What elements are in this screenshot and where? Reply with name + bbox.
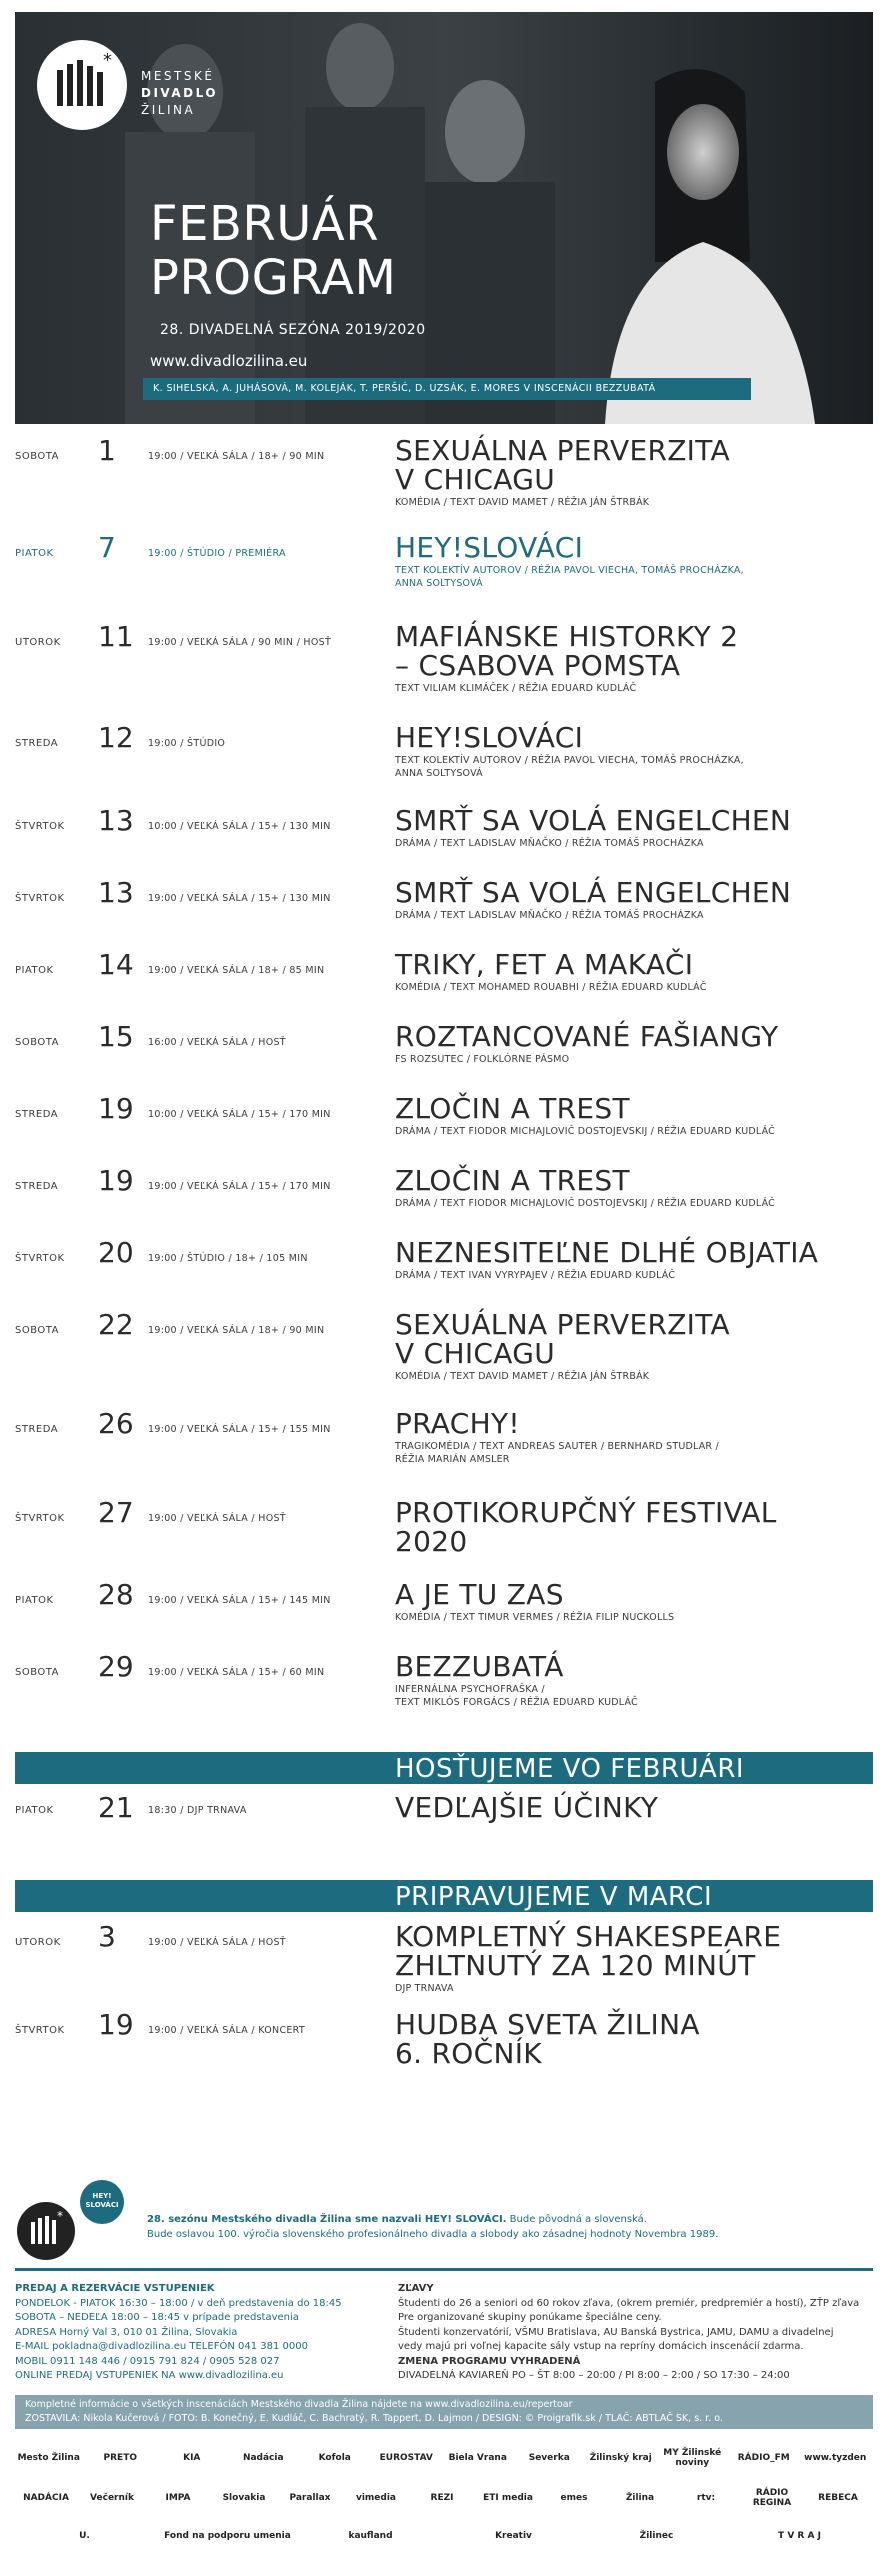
event-day: ŠTVRTOK	[15, 821, 65, 832]
divider	[15, 2268, 873, 2271]
sponsor-logo: PRETO	[103, 2453, 137, 2463]
theatre-logo-icon	[37, 40, 127, 130]
march-section-title: PRIPRAVUJEME V MARCI	[395, 1882, 713, 1912]
sponsor-logo: Žilinec	[639, 2531, 674, 2541]
event-info: 19:00 / ŠTÚDIO	[148, 738, 226, 749]
sponsor-logo: Biela Vrana	[448, 2453, 507, 2463]
event-title: ZLOČIN A TREST	[395, 1164, 630, 1197]
sponsor-logo: Slovakia	[222, 2493, 266, 2503]
event-title: BEZZUBATÁ	[395, 1650, 564, 1683]
logo-line-3: ŽILINA	[141, 103, 196, 117]
event-date: 19	[98, 2008, 134, 2041]
event-title: SMRŤ SA VOLÁ ENGELCHEN	[395, 876, 792, 909]
event-date: 11	[98, 620, 134, 653]
sponsor-logo: MY Žilinské noviny	[663, 2448, 722, 2468]
sponsor-logo: RÁDIO_FM	[737, 2453, 790, 2463]
event-day: SOBOTA	[15, 1667, 59, 1678]
ticket-info-line: E-MAIL pokladna@divadlozilina.eu TELEFÓN 041 381 0000	[15, 2341, 308, 2352]
sponsor-logo: Večerník	[90, 2493, 134, 2503]
event-title: A JE TU ZAS	[395, 1578, 564, 1611]
event-credits: INFERNÁLNA PSYCHOFRAŠKA / TEXT MIKLÓS FORGÁCS / RÉŽIA EDUARD KUDLÁČ	[395, 1684, 638, 1708]
event-day: SOBOTA	[15, 1325, 59, 1336]
event-day: UTOROK	[15, 637, 61, 648]
sponsor-logo: Severka	[528, 2453, 570, 2463]
discounts-info-line: Študenti konzervatórií, VŠMU Bratislava, AU Banská Bystrica, JAMU, DAMU a divadelnej	[398, 2326, 834, 2338]
sponsor-logo: www.tyzden	[804, 2453, 867, 2463]
event-info: 19:00 / VEĽKÁ SÁLA / 15+ / 130 MIN	[148, 893, 331, 904]
event-credits: DRÁMA / TEXT FIODOR MICHAJLOVIČ DOSTOJEVSKIJ / RÉŽIA EDUARD KUDLÁČ	[395, 1198, 775, 1209]
photo-credits: K. SIHELSKÁ, A. JUHÁSOVÁ, M. KOLEJÁK, T. PERŠIĆ, D. UZSÁK, E. MORES V INSCENÁCII BEZZUBATÁ	[143, 378, 751, 400]
event-date: 22	[98, 1308, 134, 1341]
sponsor-logo: Žilinský kraj	[589, 2453, 652, 2463]
ticket-info-line: ADRESA Horný Val 3, 010 01 Žilina, Slovakia	[15, 2326, 238, 2338]
event-date: 19	[98, 1092, 134, 1125]
event-credits: DRÁMA / TEXT IVAN VYRYPAJEV / RÉŽIA EDUARD KUDLÁČ	[395, 1270, 676, 1281]
event-day: STREDA	[15, 1181, 59, 1192]
sponsor-logo: Nadácia	[242, 2453, 284, 2463]
event-credits: DRÁMA / TEXT LADISLAV MŇAČKO / RÉŽIA TOMÁŠ PROCHÁZKA	[395, 910, 704, 921]
event-credits: KOMÉDIA / TEXT TIMUR VERMES / RÉŽIA FILIP NUCKOLLS	[395, 1612, 675, 1623]
event-credits: DRÁMA / TEXT FIODOR MICHAJLOVIČ DOSTOJEVSKIJ / RÉŽIA EDUARD KUDLÁČ	[395, 1126, 775, 1137]
event-title: TRIKY, FET A MAKAČI	[395, 948, 694, 981]
event-title: PROTIKORUPČNÝ FESTIVAL 2020	[395, 1496, 777, 1558]
event-info: 19:00 / VEĽKÁ SÁLA / KONCERT	[148, 2025, 305, 2036]
event-date: 27	[98, 1496, 134, 1529]
event-date: 1	[98, 434, 116, 467]
event-info: 19:00 / VEĽKÁ SÁLA / 15+ / 170 MIN	[148, 1181, 331, 1192]
event-date: 13	[98, 804, 134, 837]
sponsor-logo: Kreativ	[495, 2531, 532, 2541]
event-day: STREDA	[15, 1424, 59, 1435]
logo-line-1: MESTSKÉ	[141, 69, 215, 83]
hey-text-line-2: Bude oslavou 100. výročia slovenského profesionálneho divadla a slobody ako zásadnej hodnoty Novembra 1989.	[147, 2229, 719, 2240]
discounts-info	[398, 2282, 878, 2384]
event-info: 19:00 / ŠTÚDIO / PREMIÉRA	[148, 548, 286, 559]
guest-section-title: HOSŤUJEME VO FEBRUÁRI	[395, 1754, 745, 1784]
event-title: SMRŤ SA VOLÁ ENGELCHEN	[395, 804, 792, 837]
event-date: 21	[98, 1791, 134, 1824]
event-info: 19:00 / VEĽKÁ SÁLA / 15+ / 145 MIN	[148, 1595, 331, 1606]
ticket-info-line[interactable]: ONLINE PREDAJ VSTUPENIEK NA www.divadlozilina.eu	[15, 2370, 284, 2381]
hey-text-bold: 28. sezónu Mestského divadla Žilina sme nazvali HEY! SLOVÁCI.	[147, 2214, 507, 2225]
event-date: 7	[98, 531, 116, 564]
sponsor-logo: vimedia	[355, 2493, 397, 2503]
discounts-info-line: ZĽAVY	[398, 2283, 434, 2294]
ticket-info-line: PREDAJ A REZERVÁCIE VSTUPENIEK	[15, 2283, 215, 2294]
discounts-info-line: ZMENA PROGRAMU VYHRADENÁ	[398, 2355, 581, 2367]
sponsor-logo: Fond na podporu umenia	[164, 2531, 291, 2541]
event-day: UTOROK	[15, 1937, 61, 1948]
event-day: ŠTVRTOK	[15, 1253, 65, 1264]
title-line-1: FEBRUÁR	[150, 196, 380, 252]
sponsor-logo: Žilina	[625, 2493, 655, 2503]
event-info: 19:00 / VEĽKÁ SÁLA / 18+ / 85 MIN	[148, 965, 325, 976]
event-day: PIATOK	[15, 548, 54, 559]
event-date: 19	[98, 1164, 134, 1197]
event-date: 20	[98, 1236, 134, 1269]
credits-line-1: Kompletné informácie o všetkých inscenáciách Mestského divadla Žilina nájdete na www.divadlozilina.eu/repertoar	[25, 2399, 573, 2410]
sponsor-logo: RÁDIO REGINA	[752, 2488, 792, 2508]
event-title: ROZTANCOVANÉ FAŠIANGY	[395, 1020, 779, 1053]
event-title: HEY!SLOVÁCI	[395, 531, 584, 564]
theatre-logo-small-icon	[17, 2202, 75, 2260]
hey-slovaci-text	[147, 2212, 847, 2242]
event-title: SEXUÁLNA PERVERZITA V CHICAGU	[395, 434, 730, 496]
event-date: 26	[98, 1407, 134, 1440]
event-credits: TEXT VILIAM KLIMÁČEK / RÉŽIA EDUARD KUDLÁČ	[395, 683, 637, 694]
event-date: 28	[98, 1578, 134, 1611]
sponsor-logo: REBECA	[818, 2493, 858, 2503]
event-info: 19:00 / VEĽKÁ SÁLA / 15+ / 155 MIN	[148, 1424, 331, 1435]
event-day: ŠTVRTOK	[15, 2025, 65, 2036]
event-credits: TEXT KOLEKTÍV AUTOROV / RÉŽIA PAVOL VIECHA, TOMÁŠ PROCHÁZKA, ANNA SOLTYSOVÁ	[395, 755, 744, 779]
season-label: 28. DIVADELNÁ SEZÓNA 2019/2020	[160, 322, 426, 338]
sponsor-logo: Mesto Žilina	[17, 2453, 80, 2463]
ticket-info-line: SOBOTA – NEDEĽA 18:00 – 18:45 v prípade predstavenia	[15, 2312, 299, 2323]
event-info: 10:00 / VEĽKÁ SÁLA / 15+ / 170 MIN	[148, 1109, 331, 1120]
sponsor-logo: EUROSTAV	[379, 2453, 433, 2463]
event-info: 16:00 / VEĽKÁ SÁLA / HOSŤ	[148, 1037, 286, 1048]
event-title: KOMPLETNÝ SHAKESPEARE ZHLTNUTÝ ZA 120 MINÚT	[395, 1920, 782, 1982]
event-info: 19:00 / VEĽKÁ SÁLA / 90 MIN / HOSŤ	[148, 637, 332, 648]
logo-line-2: DIVADLO	[141, 86, 219, 100]
event-credits: TEXT KOLEKTÍV AUTOROV / RÉŽIA PAVOL VIECHA, TOMÁŠ PROCHÁZKA, ANNA SOLTYSOVÁ	[395, 565, 744, 589]
march-section-heading	[15, 1880, 873, 1912]
event-day: STREDA	[15, 738, 59, 749]
event-day: ŠTVRTOK	[15, 893, 65, 904]
event-credits: KOMÉDIA / TEXT MOHAMED ROUABHI / RÉŽIA EDUARD KUDLÁČ	[395, 982, 707, 993]
theatre-logo	[37, 40, 127, 130]
event-date: 29	[98, 1650, 134, 1683]
ticket-info	[15, 2282, 390, 2384]
sponsor-logo: T V R A J	[778, 2531, 821, 2541]
event-info: 10:00 / VEĽKÁ SÁLA / 15+ / 130 MIN	[148, 821, 331, 832]
event-date: 12	[98, 721, 134, 754]
title-line-2: PROGRAM	[150, 250, 397, 306]
event-credits: TRAGIKOMÉDIA / TEXT ANDREAS SAUTER / BERNHARD STUDLAR / RÉŽIA MARIÁN AMSLER	[395, 1441, 719, 1465]
discounts-info-line: Pre organizované skupiny ponúkame špeciálne ceny.	[398, 2312, 662, 2323]
event-info: 19:00 / ŠTÚDIO / 18+ / 105 MIN	[148, 1253, 308, 1264]
event-credits: KOMÉDIA / TEXT DAVID MAMET / RÉŽIA JÁN ŠTRBÁK	[395, 497, 650, 508]
sponsor-logo: kaufland	[348, 2531, 393, 2541]
event-day: PIATOK	[15, 1805, 54, 1816]
event-day: ŠTVRTOK	[15, 1513, 65, 1524]
event-title: VEDĽAJŠIE ÚČINKY	[395, 1791, 659, 1824]
event-title: NEZNESITEĽNE DLHÉ OBJATIA	[395, 1236, 819, 1269]
event-day: STREDA	[15, 1109, 59, 1120]
ticket-info-line: PONDELOK - PIATOK 16:30 – 18:00 / v deň predstavenia do 18:45	[15, 2297, 342, 2309]
event-info: 19:00 / VEĽKÁ SÁLA / 18+ / 90 MIN	[148, 451, 325, 462]
event-date: 14	[98, 948, 134, 981]
event-credits: FS ROZSUTEC / FOLKLÓRNE PÁSMO	[395, 1054, 570, 1065]
event-credits: DJP TRNAVA	[395, 1983, 454, 1994]
sponsor-logo: Kofola	[318, 2453, 351, 2463]
hero-banner	[15, 12, 873, 424]
sponsor-logo: rtv:	[696, 2493, 716, 2503]
event-info: 18:30 / DJP TRNAVA	[148, 1805, 247, 1816]
event-info: 19:00 / VEĽKÁ SÁLA / HOSŤ	[148, 1937, 286, 1948]
svg-text:*: *	[103, 50, 112, 71]
hey-slovaci-badge: HEY! SLOVÁCI	[80, 2180, 124, 2224]
event-date: 15	[98, 1020, 134, 1053]
event-day: PIATOK	[15, 1595, 54, 1606]
sponsor-logo: KIA	[183, 2453, 201, 2463]
sponsor-logo: REZI	[430, 2493, 454, 2503]
event-day: SOBOTA	[15, 451, 59, 462]
theatre-name	[141, 68, 218, 119]
hey-slovaci-block	[15, 2180, 873, 2270]
ticket-info-line: MOBIL 0911 148 446 / 0915 791 824 / 0905 528 027	[15, 2355, 280, 2367]
theatre-logo-small	[17, 2202, 75, 2260]
page-title	[150, 197, 396, 305]
event-info: 19:00 / VEĽKÁ SÁLA / HOSŤ	[148, 1513, 286, 1524]
event-date: 3	[98, 1920, 116, 1953]
event-title: PRACHY!	[395, 1407, 520, 1440]
svg-text:*: *	[57, 2209, 63, 2223]
event-info: 19:00 / VEĽKÁ SÁLA / 15+ / 60 MIN	[148, 1667, 325, 1678]
discounts-info-line: DIVADELNÁ KAVIAREŇ PO – ŠT 8:00 – 20:00 / PI 8:00 – 2:00 / SO 17:30 – 24:00	[398, 2370, 790, 2381]
event-day: SOBOTA	[15, 1037, 59, 1048]
hey-text-rest: Bude pôvodná a slovenská.	[506, 2214, 647, 2225]
sponsor-logo: U.	[79, 2531, 90, 2541]
event-credits: DRÁMA / TEXT LADISLAV MŇAČKO / RÉŽIA TOMÁŠ PROCHÁZKA	[395, 838, 704, 849]
event-title: HUDBA SVETA ŽILINA 6. ROČNÍK	[395, 2008, 700, 2070]
discounts-info-line: vedy majú pri voľnej kapacite sály vstup na repríny domácich inscenácií zdarma.	[398, 2341, 804, 2352]
website-link[interactable]: www.divadlozilina.eu	[150, 352, 308, 370]
sponsor-logo: IMPA	[165, 2493, 191, 2503]
sponsor-logo: ETI media	[483, 2493, 533, 2503]
event-date: 13	[98, 876, 134, 909]
sponsor-logo: emes	[560, 2493, 588, 2503]
event-info: 19:00 / VEĽKÁ SÁLA / 18+ / 90 MIN	[148, 1325, 325, 1336]
event-title: MAFIÁNSKE HISTORKY 2 – CSABOVA POMSTA	[395, 620, 739, 682]
credits-band	[15, 2395, 873, 2429]
event-title: SEXUÁLNA PERVERZITA V CHICAGU	[395, 1308, 730, 1370]
event-title: ZLOČIN A TREST	[395, 1092, 630, 1125]
event-title: HEY!SLOVÁCI	[395, 721, 584, 754]
guest-section-heading	[15, 1752, 873, 1784]
credits-line-2: ZOSTAVILA: Nikola Kučerová / FOTO: B. Konečný, E. Kudláč, C. Bachratý, R. Tappert, D. Lajmon / DESIGN: © Proigrafik.sk / TLAČ: ABTLAČ SK, s. r. o.	[25, 2413, 723, 2424]
sponsors	[15, 2438, 873, 2553]
discounts-info-line: Študenti do 26 a seniori od 60 rokov zľava, (okrem premiér, predpremiér a hostí), ZŤP zľava	[398, 2297, 860, 2309]
sponsor-logo: Parallax	[289, 2493, 331, 2503]
event-credits: KOMÉDIA / TEXT DAVID MAMET / RÉŽIA JÁN ŠTRBÁK	[395, 1371, 650, 1382]
event-day: PIATOK	[15, 965, 54, 976]
sponsor-logo: NADÁCIA	[23, 2493, 69, 2503]
